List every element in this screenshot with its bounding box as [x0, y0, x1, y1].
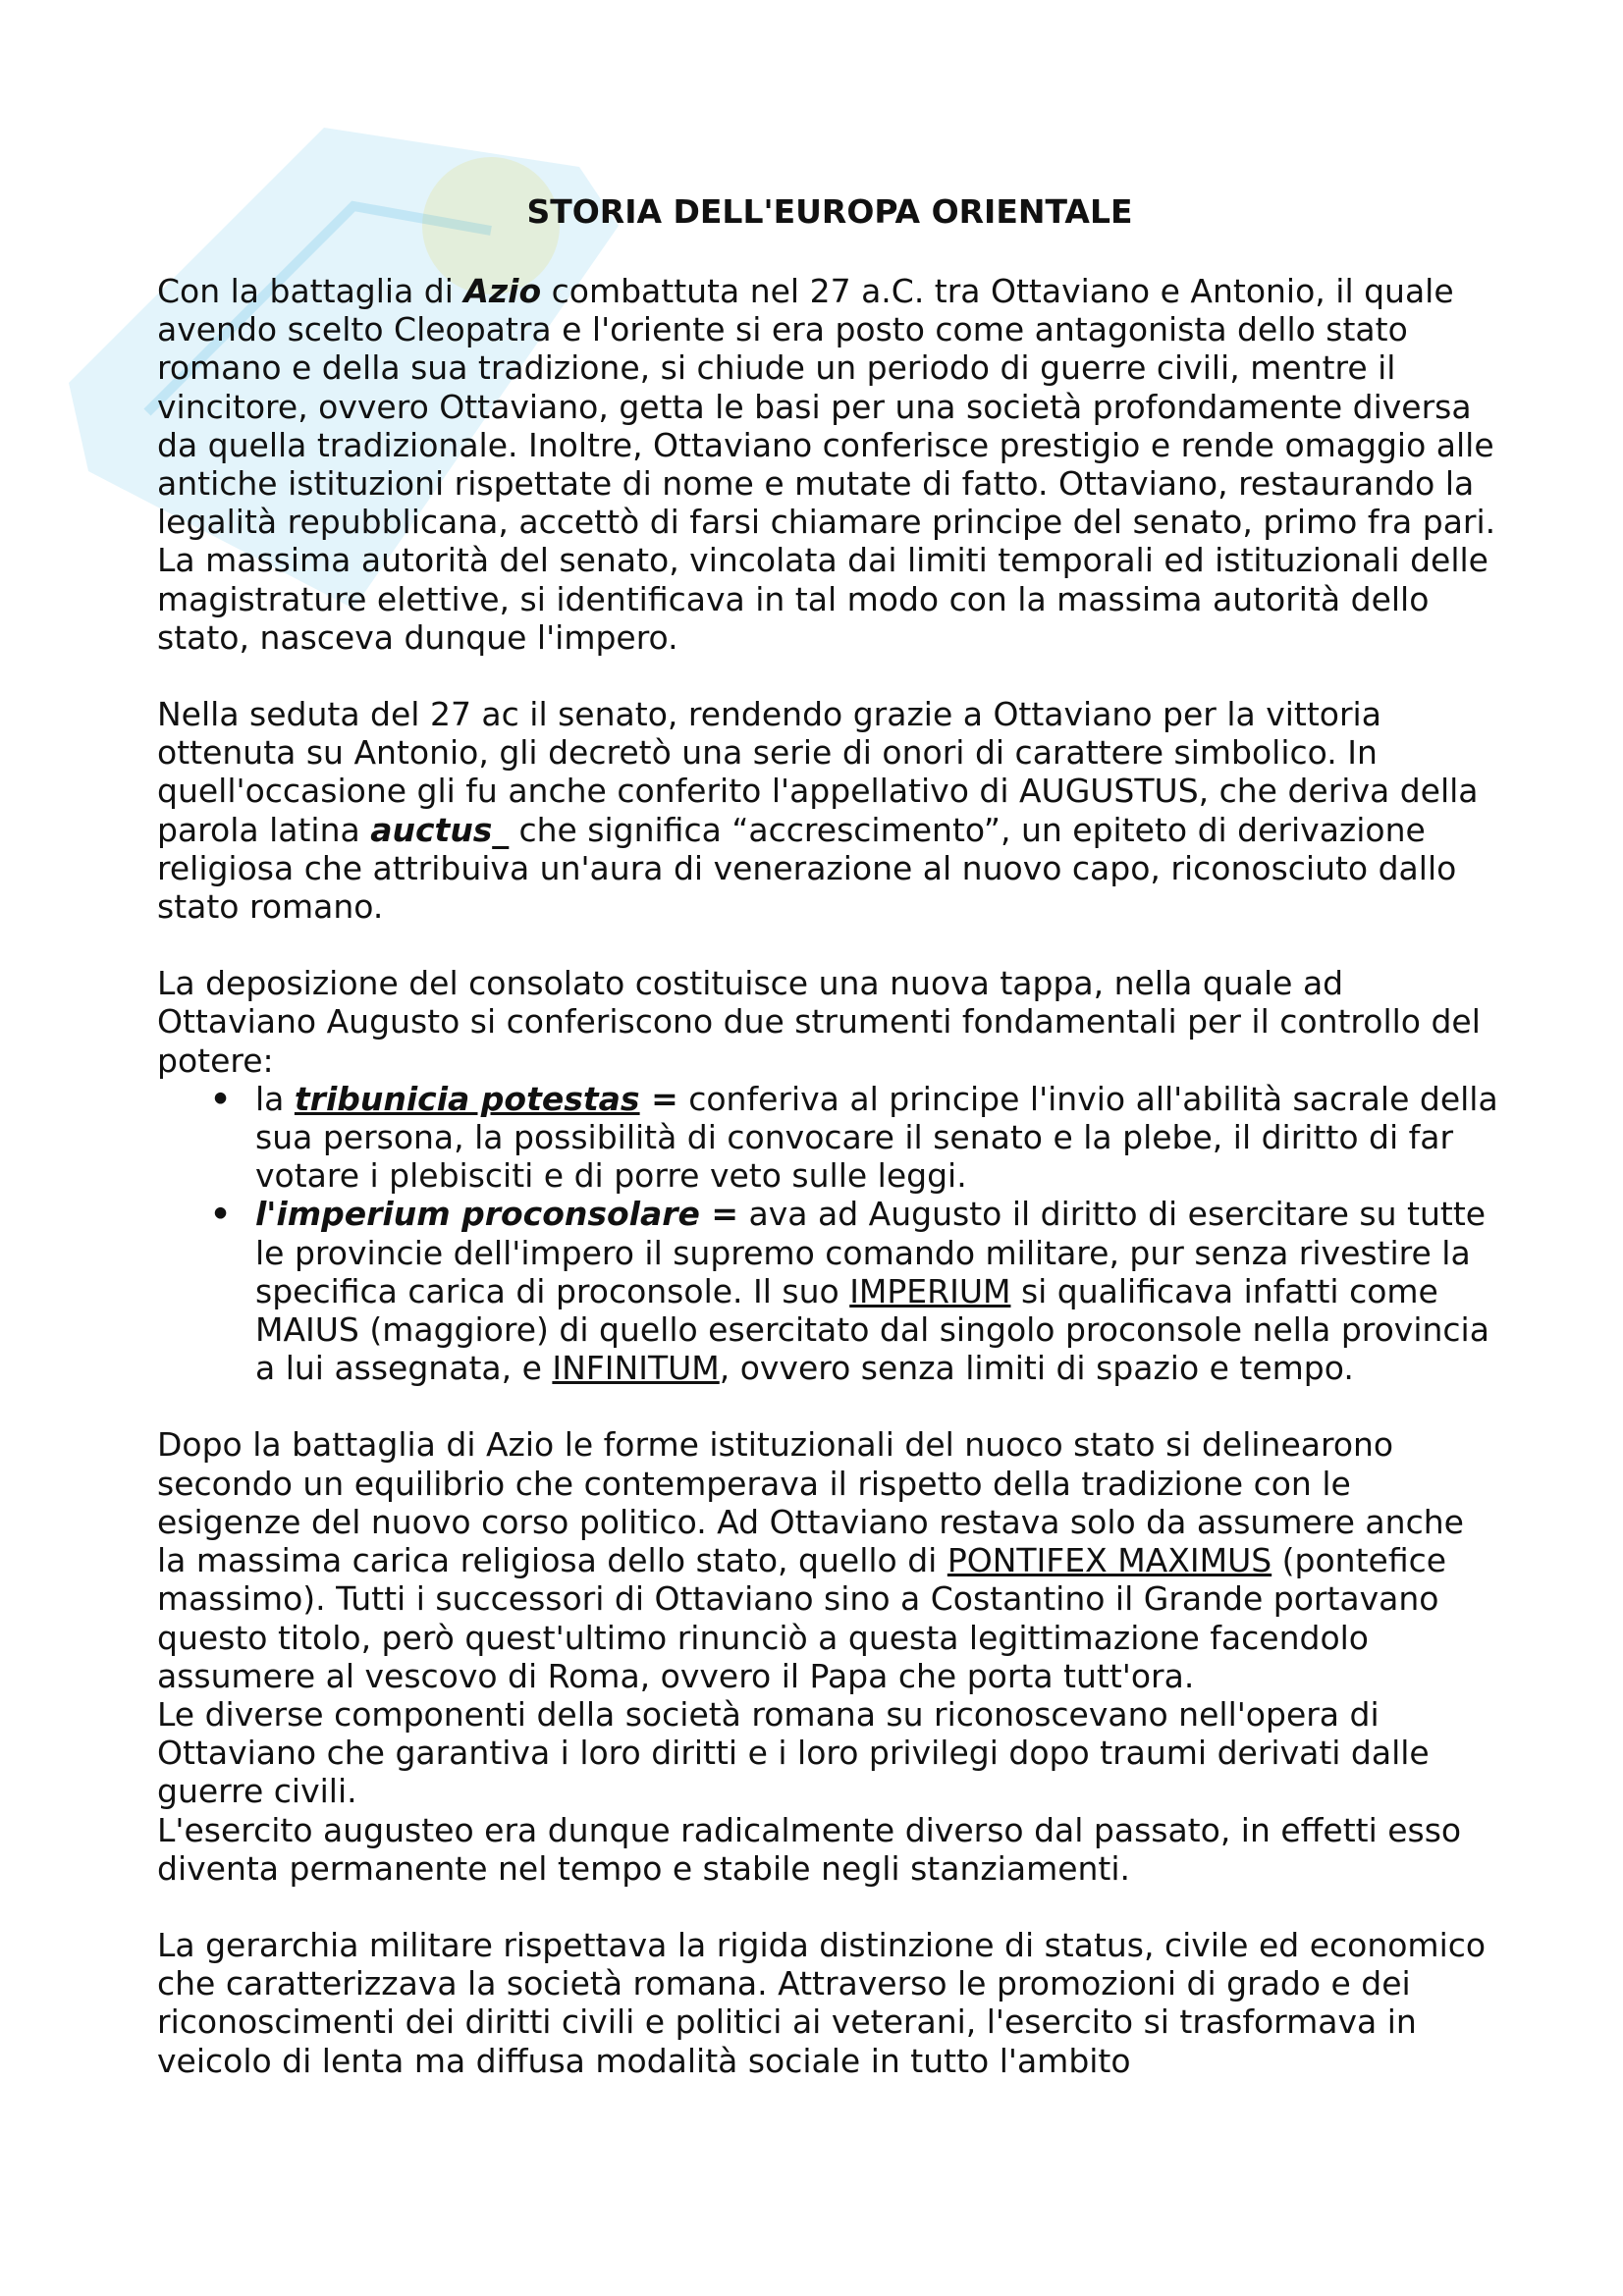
powers-list: [157, 1080, 1502, 1388]
paragraph-pontifex: [157, 1425, 1502, 1694]
document-page: [157, 192, 1502, 2118]
term-imperium-proconsolare: l'imperium proconsolare =: [255, 1195, 739, 1234]
text-run: la: [255, 1079, 295, 1118]
text-run: conferiva al principe l'invio all'abilità sacrale della sua persona, la possibilità di convocare il senato e la plebe, il diritto di far votare i plebisciti e di porre veto sulle leggi.: [255, 1079, 1498, 1196]
paragraph-esercito: L'esercito augusteo era dunque radicalmente diverso dal passato, in effetti esso diventa permanente nel tempo e stabile negli stanziamenti.: [157, 1810, 1462, 1888]
text-run: (pontefice massimo). Tutti i successori di Ottaviano sino a Costantino il Grande portavano questo titolo, però quest'ultimo rinunciò a questa legittimazione facendolo assumere al vescovo di Roma, ovvero il Papa che porta tutt'ora.: [157, 1541, 1447, 1695]
list-item-tribunicia: [255, 1080, 1502, 1196]
paragraph-consolato: La deposizione del consolato costituisce una nuova tappa, nella quale ad Ottaviano Augusto si conferiscono due strumenti fondamentali per il controllo del potere:: [157, 964, 1481, 1080]
list-item-imperium: [255, 1195, 1502, 1387]
text-run: , ovvero senza limiti di spazio e tempo.: [719, 1349, 1354, 1388]
term-pontifex-maximus: PONTIFEX MAXIMUS: [947, 1541, 1272, 1580]
text-run: ava ad Augusto il diritto di esercitare su tutte le provincie dell'impero il supremo comando militare, pur senza rivestire la specifica carica di proconsole. Il suo: [255, 1195, 1487, 1310]
term-imperium: IMPERIUM: [849, 1271, 1011, 1310]
term-infinitum: INFINITUM: [552, 1349, 720, 1388]
paragraph-augustus: [157, 695, 1502, 926]
text-run: si qualificava infatti come MAIUS (maggiore) di quello esercitato dal singolo proconsole nella provincia a lui assegnata, e: [255, 1271, 1489, 1388]
text-run: Con la battaglia di: [157, 272, 464, 310]
paragraph-societa: Le diverse componenti della società romana su riconoscevano nell'opera di Ottaviano che garantiva i loro diritti e i loro privilegi dopo traumi derivati dalle guerre civili.: [157, 1694, 1430, 1811]
paragraph-gerarchia: La gerarchia militare rispettava la rigida distinzione di status, civile ed economico che caratterizzava la società romana. Attraverso le promozioni di grado e dei riconoscimenti dei diritti civili e politici ai veterani, l'esercito si trasformava in veicolo di lenta ma diffusa modalità sociale in tutto l'ambito: [157, 1925, 1487, 2080]
term-azio: Azio: [463, 272, 542, 310]
page-title: STORIA DELL'EUROPA ORIENTALE: [526, 192, 1133, 231]
equals-sign: =: [639, 1079, 678, 1118]
paragraph-azio: [157, 272, 1502, 657]
term-tribunicia-potestas: tribunicia potestas: [294, 1079, 640, 1118]
text-run: che significa “accrescimento”, un epiteto di derivazione religiosa che attribuiva un'aura di venerazione al nuovo capo, riconosciuto dallo stato romano.: [157, 810, 1457, 927]
text-run: Dopo la battaglia di Azio le forme istituzionali del nuoco stato si delinearono secondo un equilibrio che contemperava il rispetto della tradizione con le esigenze del nuovo corso politico. Ad Ottaviano restava solo da assumere anche la massima carica religiosa dello stato, quello di: [157, 1425, 1464, 1580]
text-run: Nella seduta del 27 ac il senato, rendendo grazie a Ottaviano per la vittoria ottenuta su Antonio, gli decretò una serie di onori di carattere simbolico. In quell'occasione gli fu anche conferito l'appellativo di AUGUSTUS, che deriva della parola latina: [157, 695, 1479, 849]
text-run: combattuta nel 27 a.C. tra Ottaviano e Antonio, il quale avendo scelto Cleopatra e l'oriente si era posto come antagonista dello stato romano e della sua tradizione, si chiude un periodo di guerre civili, mentre il vincitore, ovvero Ottaviano, getta le basi per una società profondamente diversa da quella tradizionale. Inoltre, Ottaviano conferisce prestigio e rende omaggio alle antiche istituzioni rispettate di nome e mutate di fatto. Ottaviano, restaurando la legalità repubblicana, accettò di farsi chiamare principe del senato, primo fra pari. La massima autorità del senato, vincolata dai limiti temporali ed istituzionali delle magistrature elettive, si identificava in tal modo con la massima autorità dello stato, nasceva dunque l'impero.: [157, 272, 1496, 657]
term-auctus: auctus_: [370, 810, 509, 849]
